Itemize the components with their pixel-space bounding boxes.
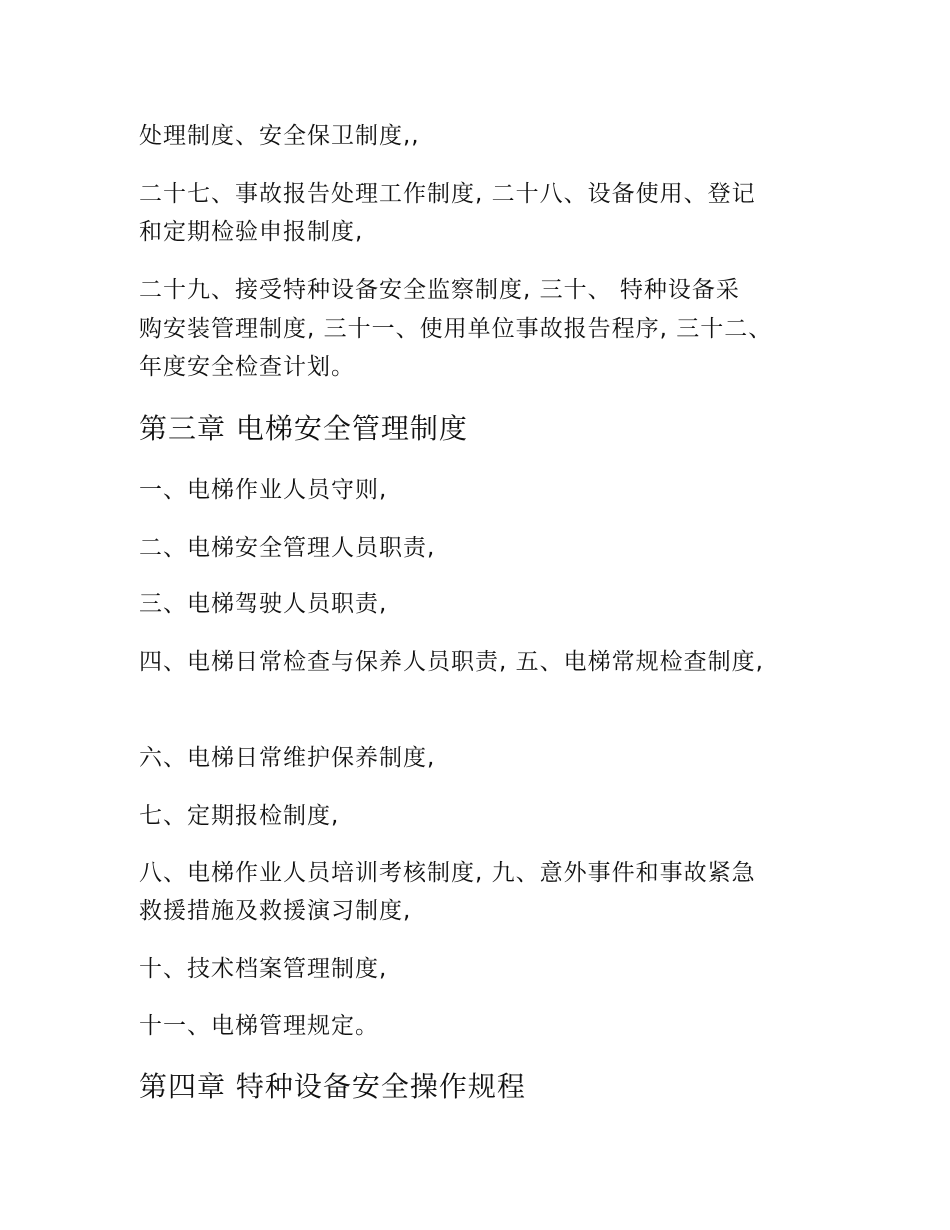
text-line: 八、电梯作业人员培训考核制度, 九、意外事件和事故紧急 (139, 860, 756, 886)
text-line: 六、电梯日常维护保养制度, (139, 745, 436, 771)
text-line: 年度安全检查计划。 (139, 354, 355, 380)
chapter-heading: 第三章 电梯安全管理制度 (139, 412, 468, 445)
text-line: 和定期检验申报制度, (139, 219, 364, 245)
text-line: 购安装管理制度, 三十一、使用单位事故报告程序, 三十二、 (139, 316, 773, 342)
text-line: 七、定期报检制度, (139, 803, 340, 829)
text-line: 十一、电梯管理规定。 (139, 1013, 379, 1039)
text-line: 二十九、接受特种设备安全监察制度, 三十、 特种设备采 (139, 277, 740, 303)
text-line: 四、电梯日常检查与保养人员职责, 五、电梯常规检查制度, (139, 649, 764, 675)
text-line: 二十七、事故报告处理工作制度, 二十八、设备使用、登记 (139, 181, 756, 207)
text-line: 救援措施及救援演习制度, (139, 898, 412, 924)
chapter-heading: 第四章 特种设备安全操作规程 (139, 1070, 526, 1103)
text-line: 三、电梯驾驶人员职责, (139, 591, 388, 617)
text-line: 二、电梯安全管理人员职责, (139, 535, 436, 561)
text-line: 十、技术档案管理制度, (139, 956, 388, 982)
text-line: 一、电梯作业人员守则, (139, 477, 388, 503)
text-line: 处理制度、安全保卫制度,, (139, 123, 420, 149)
